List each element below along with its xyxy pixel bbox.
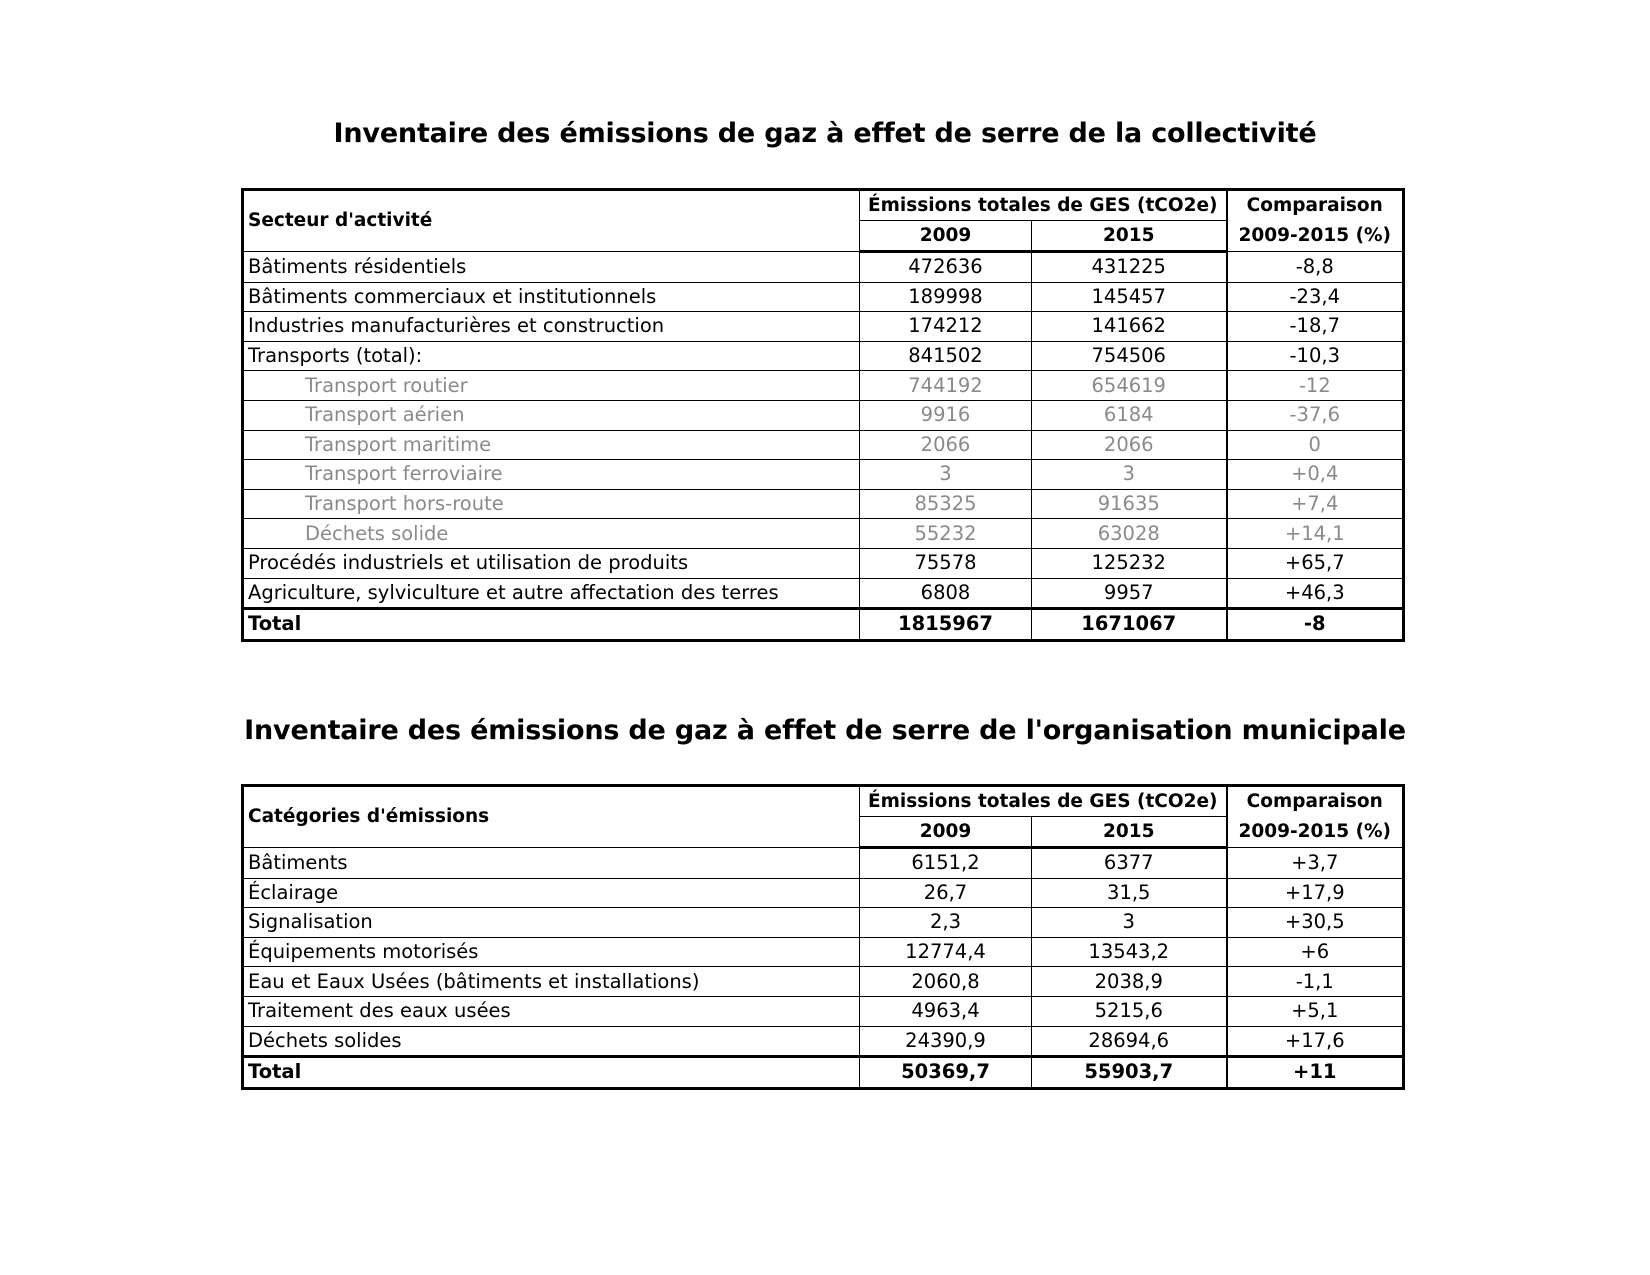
value-comparison: +0,4 [1227,460,1404,490]
total-label: Total [243,609,860,641]
table-row [243,252,1404,283]
column-header-2015: 2015 [1032,817,1227,848]
row-label: Bâtiments commerciaux et institutionnels [243,282,860,312]
row-label: Bâtiments [243,848,860,879]
value-comparison: -10,3 [1227,341,1404,371]
value-2015: 5215,6 [1032,996,1227,1026]
table-row [243,996,1404,1026]
value-2015: 31,5 [1032,878,1227,908]
value-comparison: +5,1 [1227,996,1404,1026]
table-row [243,578,1404,609]
value-2009: 3 [860,460,1032,490]
value-2015: 3 [1032,908,1227,938]
value-2015: 6377 [1032,848,1227,879]
value-2015: 141662 [1032,312,1227,342]
table-row [243,1026,1404,1057]
value-2009: 174212 [860,312,1032,342]
row-label: Déchets solides [243,1026,860,1057]
value-comparison: +17,9 [1227,878,1404,908]
column-header-comparison [1227,190,1404,252]
value-2015: 6184 [1032,400,1227,430]
value-2009: 6808 [860,578,1032,609]
row-label: Transport hors-route [243,489,860,519]
value-comparison: +30,5 [1227,908,1404,938]
value-2009: 189998 [860,282,1032,312]
value-2009: 2066 [860,430,1032,460]
comparison-header-line-2: 2009-2015 (%) [1238,225,1392,246]
column-header-2009: 2009 [860,817,1032,848]
value-2015: 2066 [1032,430,1227,460]
value-comparison: 0 [1227,430,1404,460]
table-row-total [243,1057,1404,1089]
value-2009: 24390,9 [860,1026,1032,1057]
total-label: Total [243,1057,860,1089]
value-2009: 12774,4 [860,937,1032,967]
value-comparison: +14,1 [1227,519,1404,549]
value-2015: 431225 [1032,252,1227,283]
value-2015: 13543,2 [1032,937,1227,967]
table-row [243,848,1404,879]
value-comparison: -1,1 [1227,967,1404,997]
table-row-subcategory [243,460,1404,490]
column-header-sector: Secteur d'activité [243,190,860,252]
value-2015: 145457 [1032,282,1227,312]
collectivite-emissions-table [241,188,1405,642]
value-2009: 26,7 [860,878,1032,908]
row-label: Procédés industriels et utilisation de produits [243,548,860,578]
value-2015: 28694,6 [1032,1026,1227,1057]
row-label: Traitement des eaux usées [243,996,860,1026]
row-label: Transports (total): [243,341,860,371]
value-2009: 55232 [860,519,1032,549]
value-2009: 472636 [860,252,1032,283]
value-2009: 6151,2 [860,848,1032,879]
table-row [243,908,1404,938]
value-2009: 4963,4 [860,996,1032,1026]
row-label: Transport aérien [243,400,860,430]
value-2009: 841502 [860,341,1032,371]
row-label: Agriculture, sylviculture et autre affectation des terres [243,578,860,609]
table-row [243,548,1404,578]
value-comparison: +17,6 [1227,1026,1404,1057]
table-row [243,312,1404,342]
total-comparison: -8 [1227,609,1404,641]
column-header-2015: 2015 [1032,221,1227,252]
row-label: Équipements motorisés [243,937,860,967]
row-label: Déchets solide [243,519,860,549]
row-label: Industries manufacturières et construction [243,312,860,342]
table-row-subcategory [243,400,1404,430]
value-2009: 9916 [860,400,1032,430]
value-comparison: -18,7 [1227,312,1404,342]
column-header-emissions-group: Émissions totales de GES (tCO2e) [860,190,1227,221]
value-2009: 2,3 [860,908,1032,938]
row-label: Éclairage [243,878,860,908]
value-comparison: +65,7 [1227,548,1404,578]
row-label: Bâtiments résidentiels [243,252,860,283]
value-comparison: +6 [1227,937,1404,967]
total-2009: 1815967 [860,609,1032,641]
value-comparison: -23,4 [1227,282,1404,312]
value-2015: 754506 [1032,341,1227,371]
table-row-subcategory [243,519,1404,549]
value-comparison: +3,7 [1227,848,1404,879]
value-2015: 3 [1032,460,1227,490]
total-2015: 55903,7 [1032,1057,1227,1089]
value-2009: 85325 [860,489,1032,519]
table-row [243,967,1404,997]
comparison-header-line-1: Comparaison [1246,195,1383,216]
value-2015: 63028 [1032,519,1227,549]
table-row-subcategory [243,430,1404,460]
comparison-header-line-1: Comparaison [1246,791,1383,812]
value-comparison: +46,3 [1227,578,1404,609]
value-comparison: -12 [1227,371,1404,401]
value-2009: 2060,8 [860,967,1032,997]
table-row [243,282,1404,312]
row-label: Transport ferroviaire [243,460,860,490]
value-2015: 9957 [1032,578,1227,609]
total-2015: 1671067 [1032,609,1227,641]
row-label: Transport maritime [243,430,860,460]
value-2009: 744192 [860,371,1032,401]
table-row [243,341,1404,371]
value-2015: 654619 [1032,371,1227,401]
column-header-category: Catégories d'émissions [243,786,860,848]
value-comparison: -8,8 [1227,252,1404,283]
total-comparison: +11 [1227,1057,1404,1089]
organisation-title: Inventaire des émissions de gaz à effet de serre de l'organisation municipale [244,715,1406,746]
value-2015: 91635 [1032,489,1227,519]
value-2015: 2038,9 [1032,967,1227,997]
comparison-header-line-2: 2009-2015 (%) [1238,821,1392,842]
value-2009: 75578 [860,548,1032,578]
table-row-subcategory [243,371,1404,401]
collectivite-title: Inventaire des émissions de gaz à effet de serre de la collectivité [333,118,1317,149]
total-2009: 50369,7 [860,1057,1032,1089]
row-label: Transport routier [243,371,860,401]
row-label: Eau et Eaux Usées (bâtiments et installations) [243,967,860,997]
table-row [243,937,1404,967]
organisation-emissions-table [241,784,1405,1090]
value-2015: 125232 [1032,548,1227,578]
value-comparison: -37,6 [1227,400,1404,430]
column-header-comparison [1227,786,1404,848]
column-header-emissions-group: Émissions totales de GES (tCO2e) [860,786,1227,817]
table-row [243,878,1404,908]
value-comparison: +7,4 [1227,489,1404,519]
table-row-total [243,609,1404,641]
column-header-2009: 2009 [860,221,1032,252]
table-row-subcategory [243,489,1404,519]
row-label: Signalisation [243,908,860,938]
